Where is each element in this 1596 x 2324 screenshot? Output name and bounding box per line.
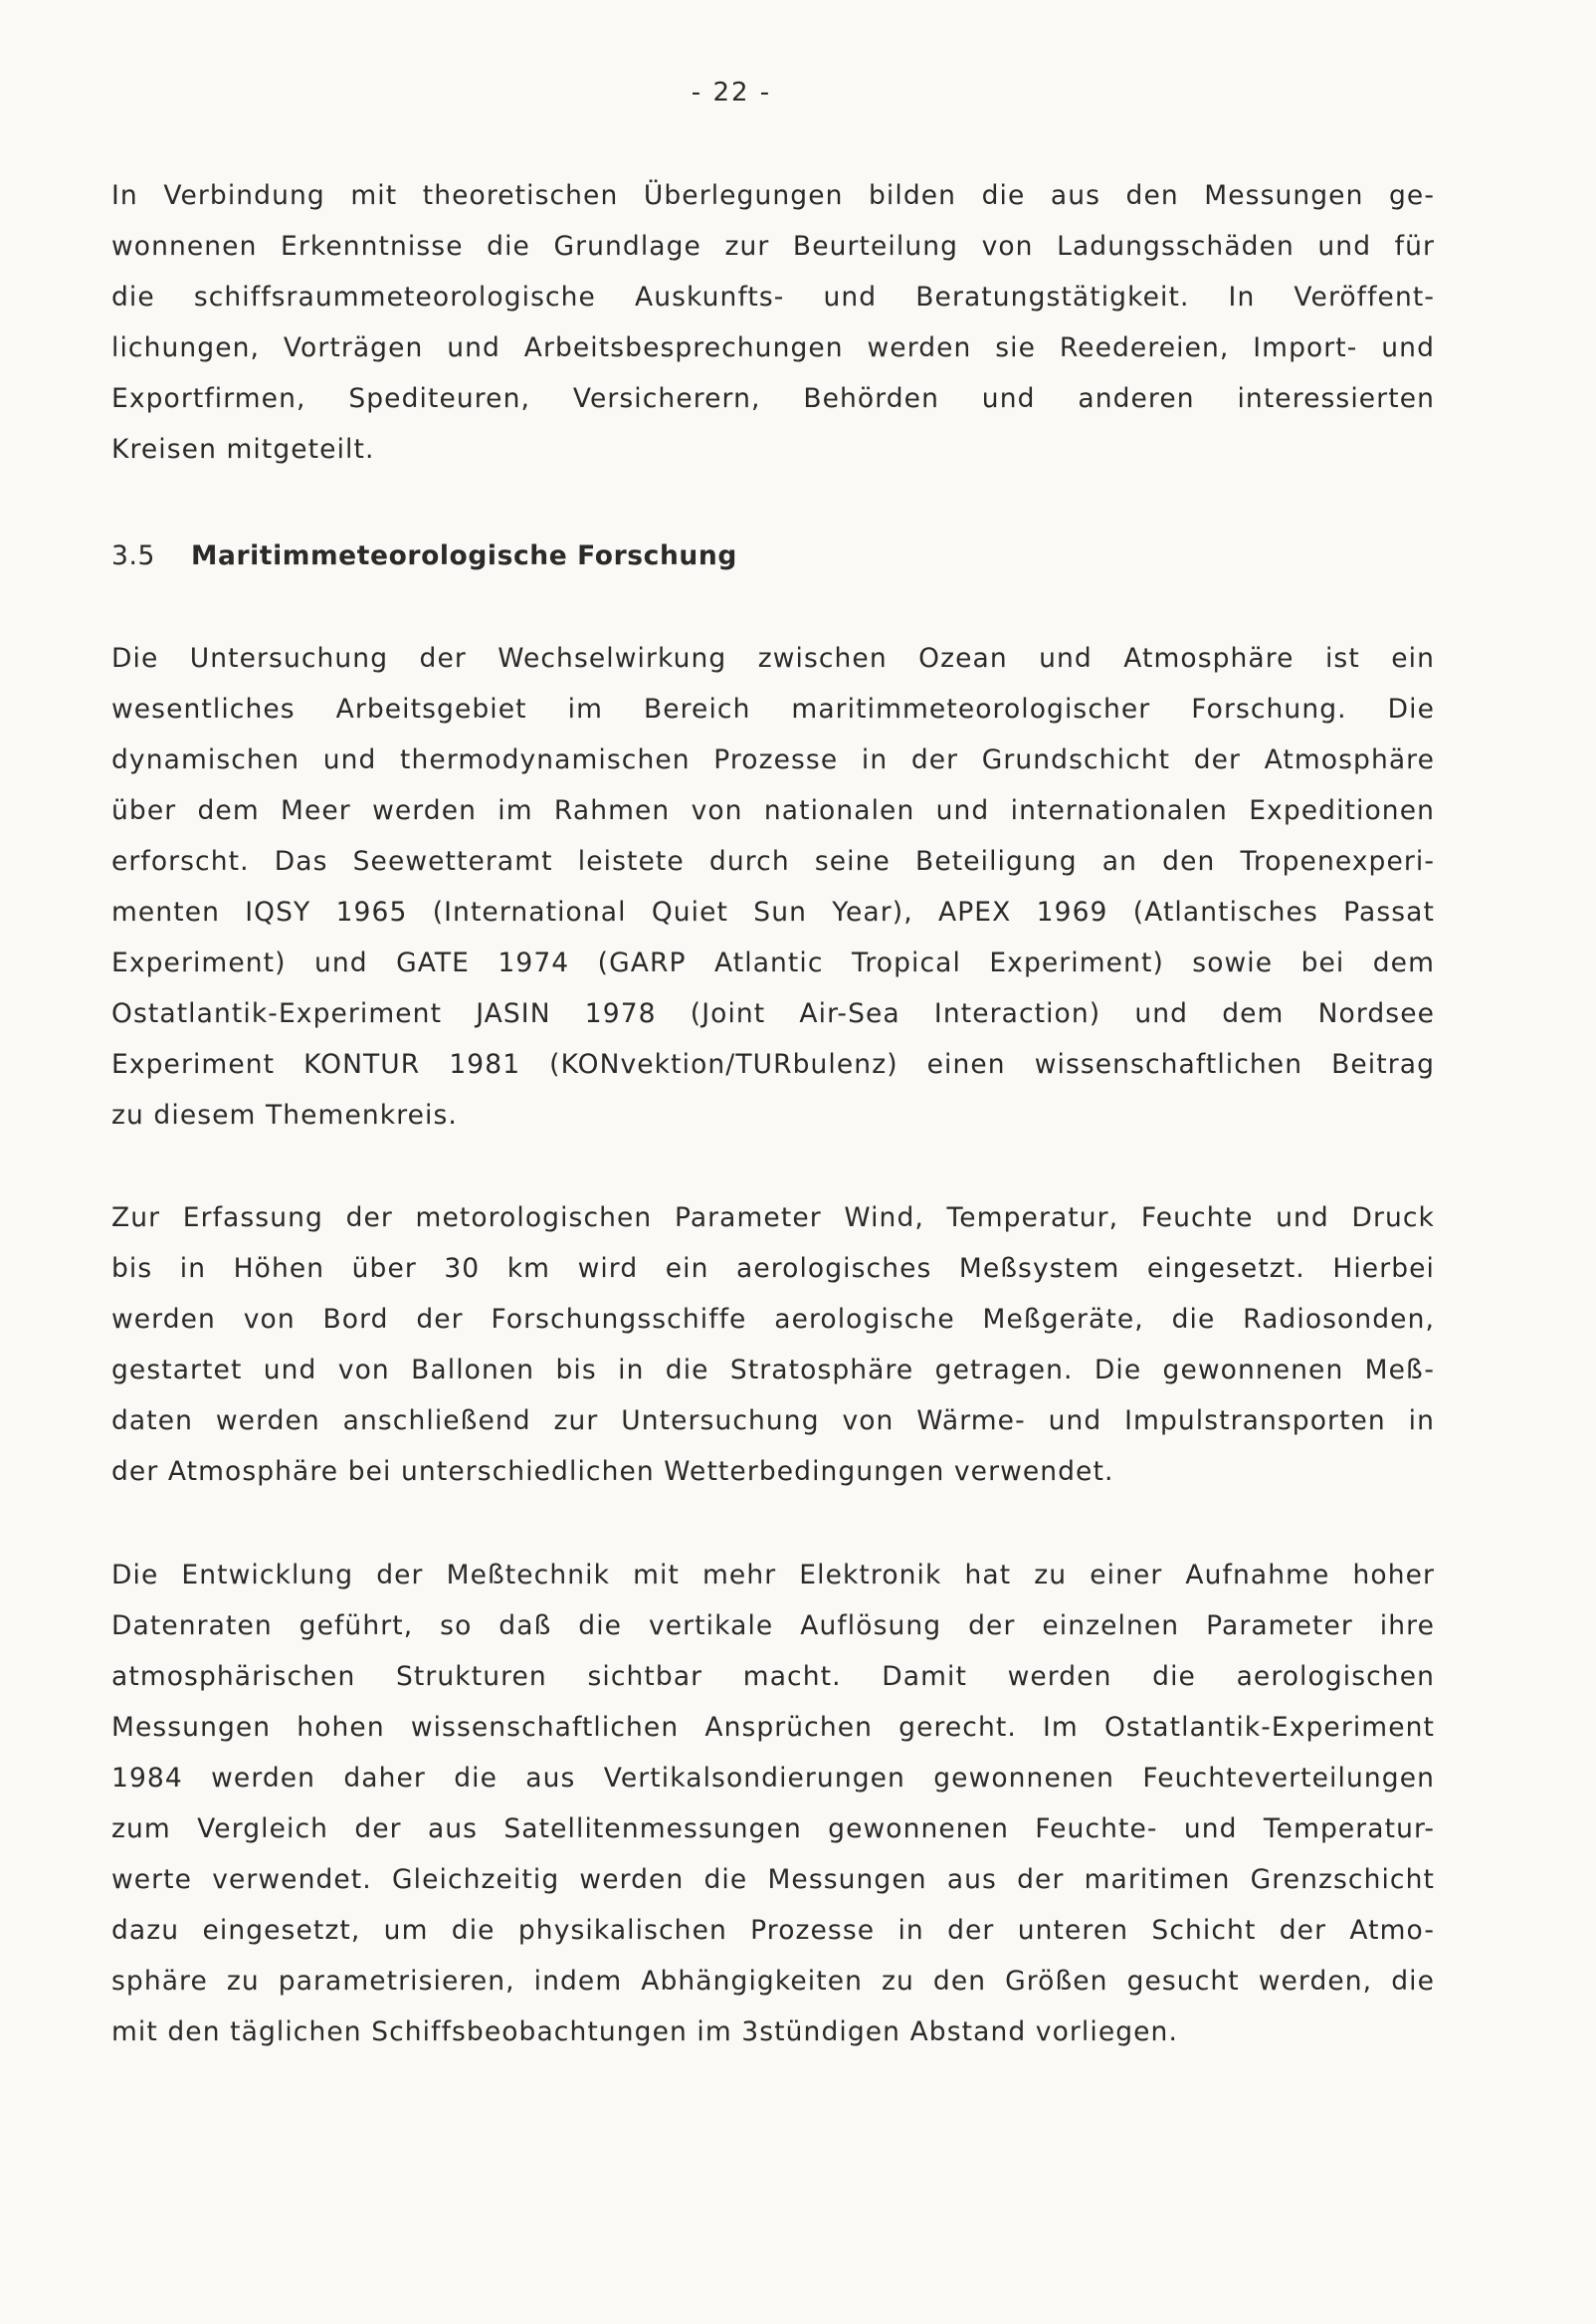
text-line: menten IQSY 1965 (International Quiet Sun Year), APEX 1969 (Atlantisches Passat [111, 897, 1435, 928]
text-line: sphäre zu parametrisieren, indem Abhängigkeiten zu den Größen gesucht werden, die [111, 1966, 1435, 1997]
text-line: Die Untersuchung der Wechselwirkung zwischen Ozean und Atmosphäre ist ein [111, 643, 1435, 674]
section-heading [111, 540, 737, 571]
text-line: Datenraten geführt, so daß die vertikale Auflösung der einzelnen Parameter ihre [111, 1610, 1435, 1641]
text-line: mit den täglichen Schiffsbeobachtungen im 3stündigen Abstand vorliegen. [111, 2016, 1178, 2047]
text-line: die schiffsraummeteorologische Auskunfts- und Beratungstätigkeit. In Veröffent- [111, 282, 1435, 313]
text-line: erforscht. Das Seewetteramt leistete durch seine Beteiligung an den Tropenexperi- [111, 846, 1435, 877]
text-line: Kreisen mitgeteilt. [111, 434, 375, 465]
text-line: zu diesem Themenkreis. [111, 1100, 458, 1131]
text-line: werte verwendet. Gleichzeitig werden die Messungen aus der maritimen Grenzschicht [111, 1864, 1435, 1895]
text-line: daten werden anschließend zur Untersuchung von Wärme- und Impulstransporten in [111, 1405, 1435, 1436]
text-line: gestartet und von Ballonen bis in die Stratosphäre getragen. Die gewonnenen Meß- [111, 1355, 1435, 1385]
text-line: 1984 werden daher die aus Vertikalsondierungen gewonnenen Feuchteverteilungen [111, 1763, 1435, 1794]
text-line: lichungen, Vorträgen und Arbeitsbesprechungen werden sie Reedereien, Import- und [111, 332, 1435, 363]
section-title: Maritimmeteorologische Forschung [191, 540, 737, 571]
text-line: Die Entwicklung der Meßtechnik mit mehr Elektronik hat zu einer Aufnahme hoher [111, 1560, 1435, 1590]
text-line: Ostatlantik-Experiment JASIN 1978 (Joint Air-Sea Interaction) und dem Nordsee [111, 998, 1435, 1029]
text-line: dazu eingesetzt, um die physikalischen Prozesse in der unteren Schicht der Atmo- [111, 1915, 1435, 1946]
text-line: der Atmosphäre bei unterschiedlichen Wetterbedingungen verwendet. [111, 1456, 1114, 1487]
text-line: Zur Erfassung der metorologischen Parameter Wind, Temperatur, Feuchte und Druck [111, 1202, 1435, 1233]
page-number: - 22 - [691, 78, 772, 107]
text-line: Experiment) und GATE 1974 (GARP Atlantic Tropical Experiment) sowie bei dem [111, 948, 1435, 978]
text-line: wonnenen Erkenntnisse die Grundlage zur Beurteilung von Ladungsschäden und für [111, 231, 1435, 262]
text-line: In Verbindung mit theoretischen Überlegungen bilden die aus den Messungen ge- [111, 180, 1435, 211]
text-line: atmosphärischen Strukturen sichtbar macht. Damit werden die aerologischen [111, 1661, 1435, 1692]
text-line: dynamischen und thermodynamischen Prozesse in der Grundschicht der Atmosphäre [111, 744, 1435, 775]
text-line: Exportfirmen, Spediteuren, Versicherern, Behörden und anderen interessierten [111, 383, 1435, 414]
text-line: über dem Meer werden im Rahmen von nationalen und internationalen Expeditionen [111, 795, 1435, 826]
section-number: 3.5 [111, 540, 155, 571]
text-line: zum Vergleich der aus Satellitenmessungen gewonnenen Feuchte- und Temperatur- [111, 1813, 1435, 1844]
text-line: bis in Höhen über 30 km wird ein aerologisches Meßsystem eingesetzt. Hierbei [111, 1253, 1435, 1284]
text-line: werden von Bord der Forschungsschiffe aerologische Meßgeräte, die Radiosonden, [111, 1304, 1435, 1335]
text-line: Experiment KONTUR 1981 (KONvektion/TURbulenz) einen wissenschaftlichen Beitrag [111, 1049, 1435, 1080]
text-line: Messungen hohen wissenschaftlichen Ansprüchen gerecht. Im Ostatlantik-Experiment [111, 1712, 1435, 1743]
text-line: wesentliches Arbeitsgebiet im Bereich maritimmeteorologischer Forschung. Die [111, 694, 1435, 725]
